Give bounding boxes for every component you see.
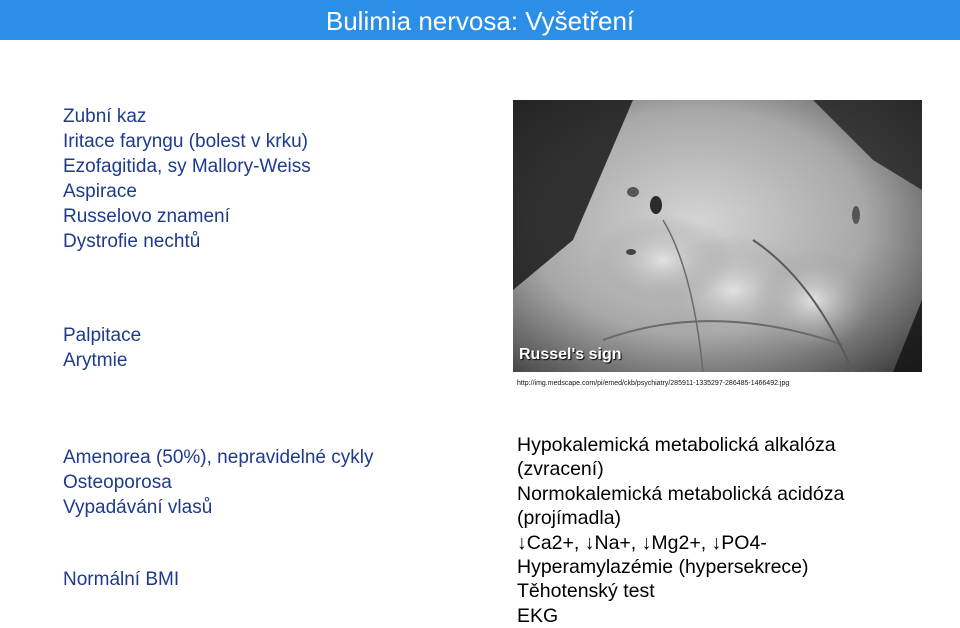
text-line: Hypokalemická metabolická alkalóza xyxy=(517,434,836,456)
lab-findings xyxy=(517,433,844,628)
symptoms-cardiac xyxy=(63,323,141,373)
text-line: Těhotenský test xyxy=(517,580,655,603)
text-line: Russelovo znamení xyxy=(63,206,230,227)
text-line: Vypadávání vlasů xyxy=(63,497,213,518)
text-line: Zubní kaz xyxy=(63,106,147,127)
text-line: Hyperamylazémie (hypersekrece) xyxy=(517,556,809,579)
text-line: Aspirace xyxy=(63,181,137,202)
text-line: Normokalemická metabolická acidóza xyxy=(517,482,845,505)
russell-sign-photo xyxy=(513,100,922,372)
text-line: Normální BMI xyxy=(63,569,180,590)
text-line: ↓Ca2+, ↓Na+, ↓Mg2+, ↓PO4- xyxy=(517,531,767,554)
symptoms-endocrine xyxy=(63,445,374,520)
text-line: (zvracení) xyxy=(517,458,604,481)
slide-title: Bulimia nervosa: Vyšetření xyxy=(325,6,635,36)
text-line: Amenorea (50%), nepravidelné cykly xyxy=(63,447,374,468)
bmi-note xyxy=(63,567,179,592)
hand-photo-illustration xyxy=(513,100,922,372)
text-line: Palpitace xyxy=(63,325,142,346)
text-line: Dystrofie nechtů xyxy=(63,231,201,252)
image-source-url[interactable]: http://img.medscape.com/pi/emed/ckb/psychiatry/285911-1335297-286485-1466492.jpg xyxy=(517,380,790,387)
text-line: Arytmie xyxy=(63,350,128,371)
text-line: Iritace faryngu (bolest v krku) xyxy=(63,131,308,152)
text-line: (projímadla) xyxy=(517,507,622,530)
symptoms-oral xyxy=(63,104,311,254)
photo-caption: Russel's sign xyxy=(519,346,622,363)
text-line: Osteoporosa xyxy=(63,472,172,493)
text-line: EKG xyxy=(517,604,559,627)
text-line: Ezofagitida, sy Mallory-Weiss xyxy=(63,156,311,177)
